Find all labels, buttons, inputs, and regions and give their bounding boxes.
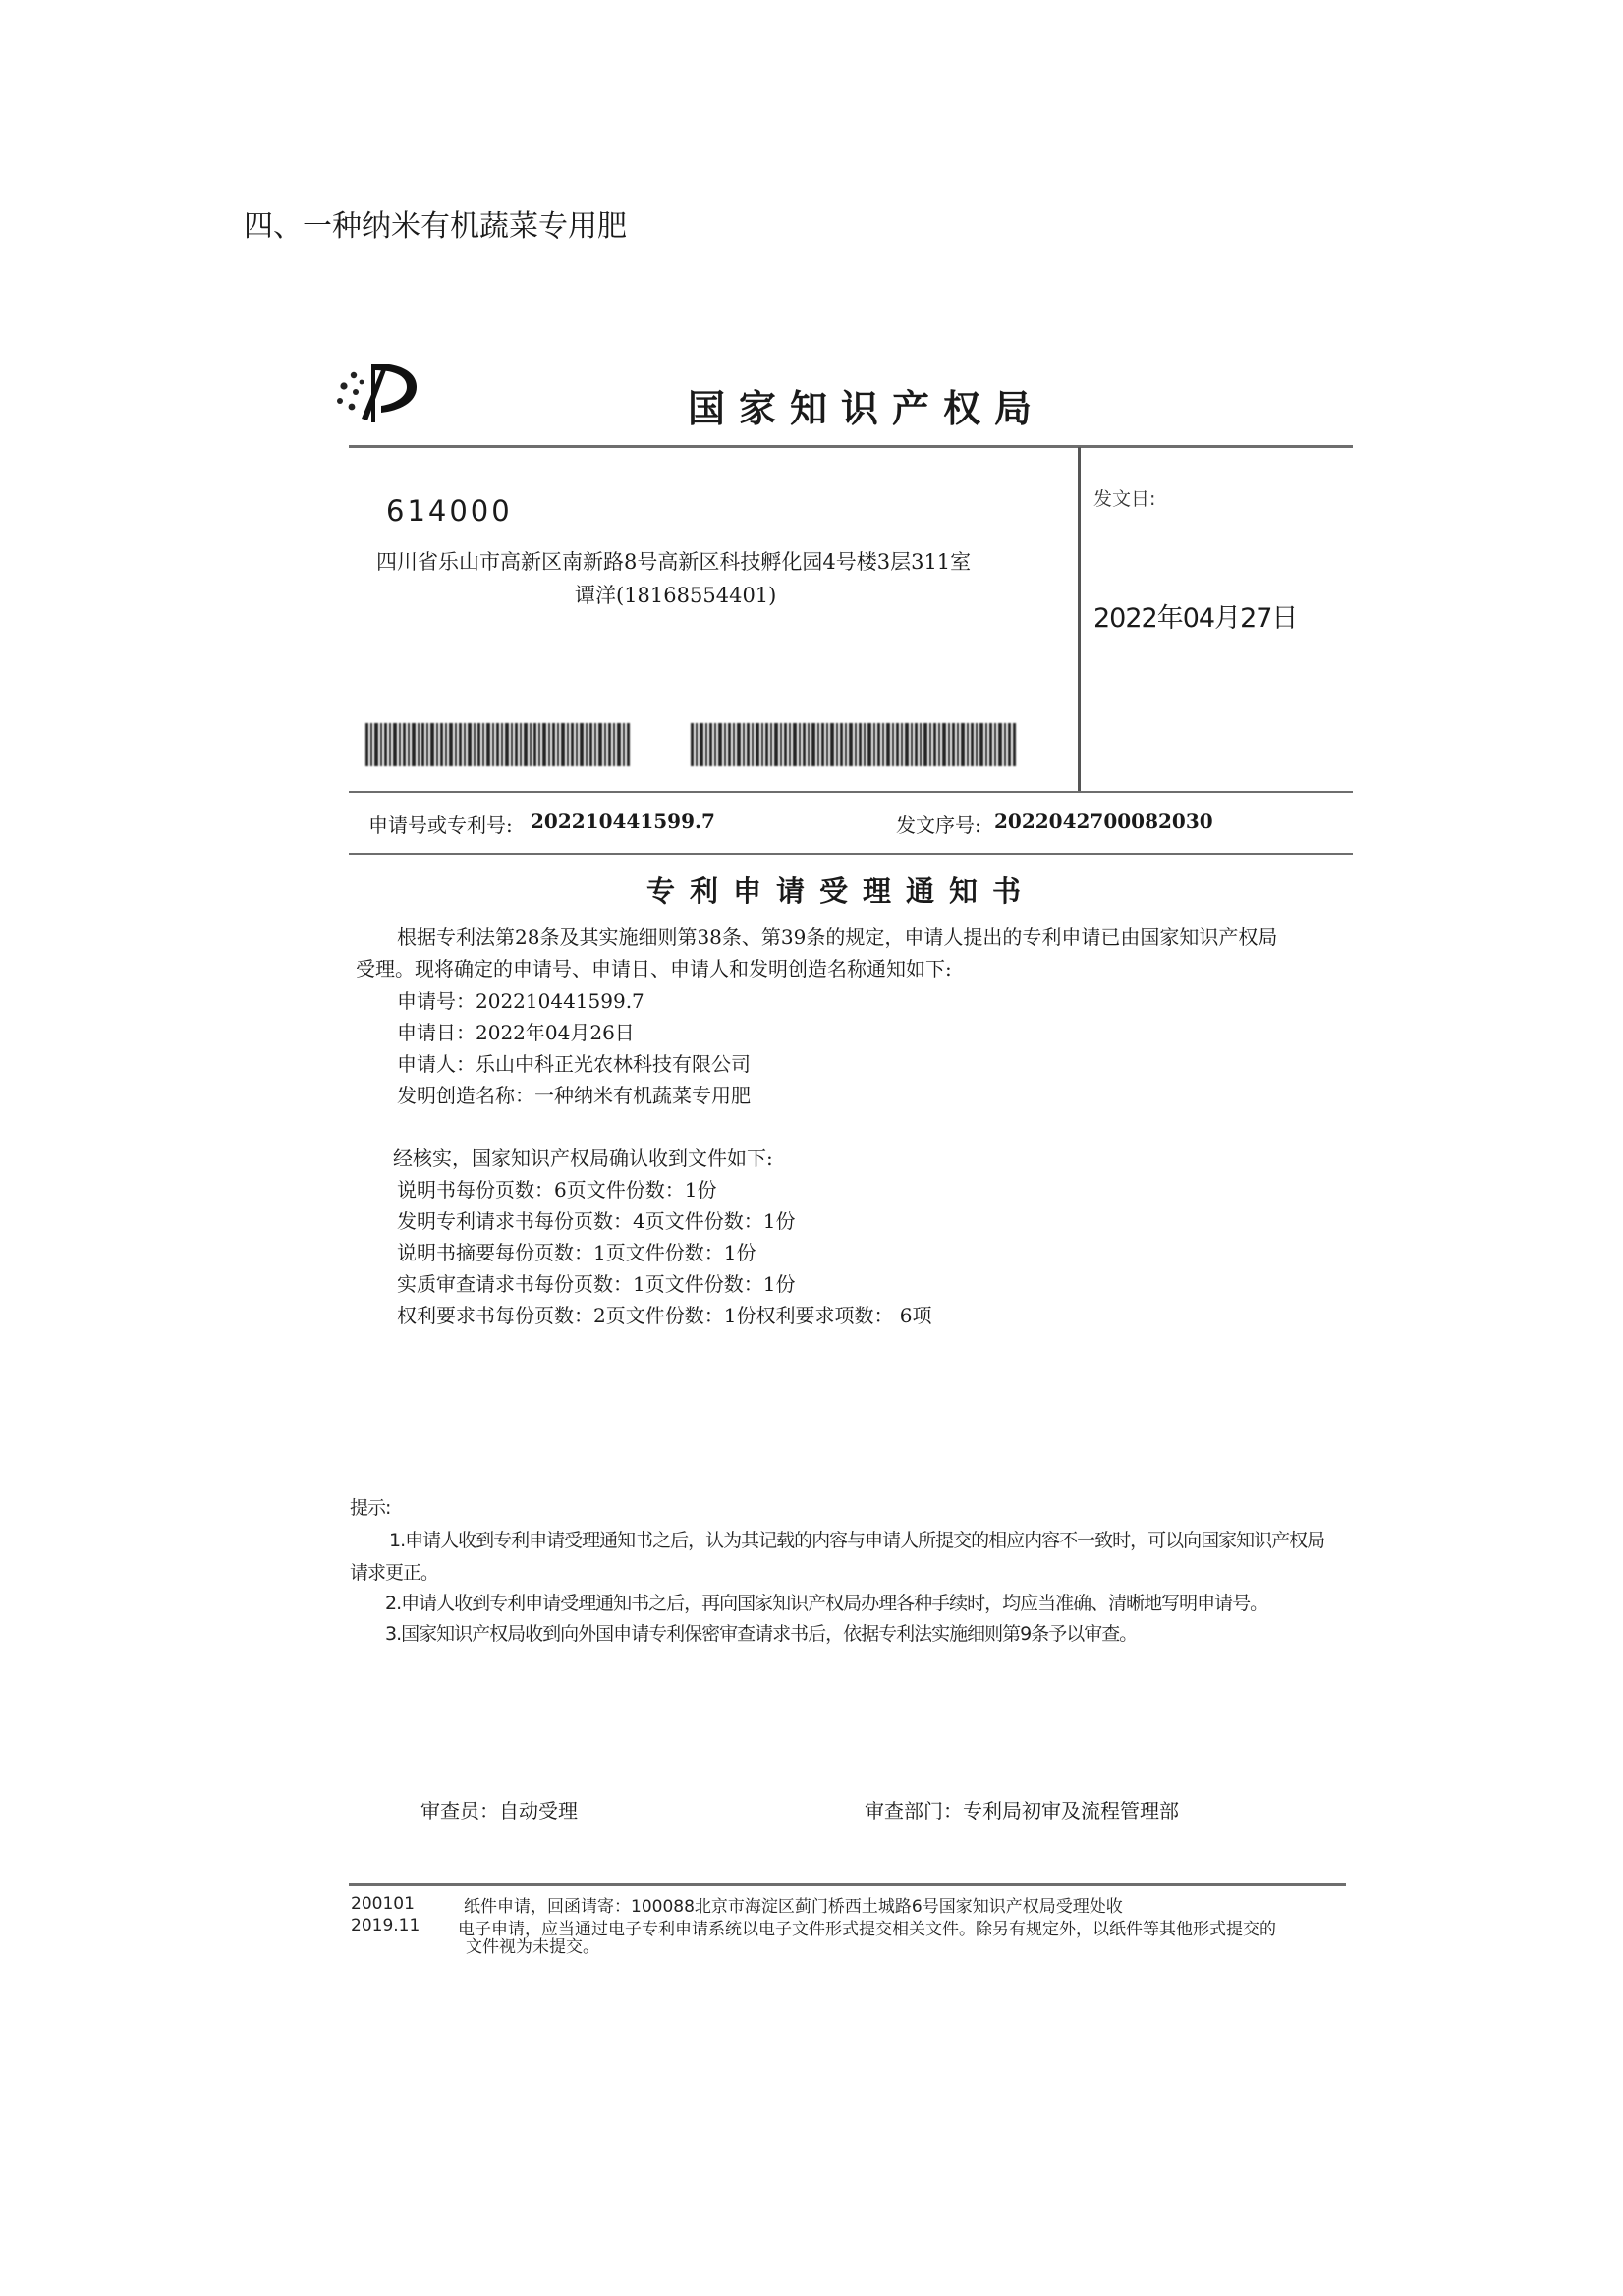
number-row-bottom-divider: [349, 853, 1353, 855]
form-code: 200101: [351, 1894, 415, 1914]
barcode-left: [365, 723, 633, 766]
document-number-label: 发文序号:: [896, 813, 981, 837]
send-date-label: 发文日:: [1093, 488, 1156, 510]
examiner: 审查员：自动受理: [420, 1799, 578, 1822]
section-heading: 四、一种纳米有机蔬菜专用肥: [244, 209, 627, 244]
document-list-item: 发明专利请求书每份页数：4页文件份数：1份: [397, 1209, 796, 1233]
examination-department: 审查部门：专利局初审及流程管理部: [865, 1799, 1179, 1822]
footer-paper-filing-note: 纸件申请，回函请寄：100088北京市海淀区蓟门桥西土城路6号国家知识产权局受理处收: [464, 1897, 1123, 1917]
document-list-item: 说明书每份页数：6页文件份数：1份: [397, 1178, 717, 1202]
field-applicant: 申请人：乐山中科正光农林科技有限公司: [397, 1052, 751, 1076]
document-list-item: 说明书摘要每份页数：1页文件份数：1份: [397, 1241, 756, 1264]
document-list-item: 实质审查请求书每份页数：1页文件份数：1份: [397, 1272, 796, 1296]
footer-electronic-filing-note-cont: 文件视为未提交。: [466, 1937, 599, 1957]
tip-item: 2.申请人收到专利申请受理通知书之后，再向国家知识产权局办理各种手续时，均应当准确、清晰地写明申请号。: [385, 1593, 1268, 1614]
footer-electronic-filing-note: 电子申请，应当通过电子专利申请系统以电子文件形式提交相关文件。除另有规定外，以纸件等其他形式提交的: [458, 1920, 1276, 1939]
notice-intro-line: 受理。现将确定的申请号、申请日、申请人和发明创造名称通知如下:: [356, 957, 952, 980]
document-number: 2022042700082030: [994, 810, 1213, 833]
notice-intro-line: 根据专利法第28条及其实施细则第38条、第39条的规定，申请人提出的专利申请已由国家知识产权局: [397, 925, 1278, 949]
form-version: 2019.11: [351, 1916, 420, 1935]
application-number-label: 申请号或专利号:: [368, 813, 513, 837]
field-application-number: 申请号：202210441599.7: [397, 989, 644, 1013]
document-list-item: 权利要求书每份页数：2页文件份数：1份权利要求项数： 6项: [397, 1304, 932, 1327]
application-number: 202210441599.7: [531, 810, 715, 833]
postcode: 614000: [386, 494, 513, 528]
barcode-right: [691, 723, 1017, 766]
verify-line: 经核实，国家知识产权局确认收到文件如下:: [393, 1147, 773, 1170]
header-divider: [349, 445, 1353, 448]
notice-title: 专利申请受理通知书: [646, 874, 1036, 908]
tips-label: 提示:: [350, 1497, 391, 1519]
recipient-address: 四川省乐山市高新区南新路8号高新区科技孵化园4号楼3层311室: [376, 550, 972, 574]
recipient-name: 谭洋(18168554401): [575, 584, 777, 607]
tip-item: 3.国家知识产权局收到向外国申请专利保密审查请求书后，依据专利法实施细则第9条予以审查。: [385, 1623, 1138, 1645]
field-invention-title: 发明创造名称：一种纳米有机蔬菜专用肥: [397, 1084, 751, 1107]
number-row-top-divider: [349, 791, 1353, 793]
send-date: 2022年04月27日: [1093, 603, 1298, 634]
office-title: 国家知识产权局: [688, 387, 1046, 430]
tip-item: 请求更正。: [350, 1562, 439, 1584]
cnipa-logo-icon: [332, 360, 426, 426]
footer-divider: [349, 1883, 1346, 1886]
tip-item: 1.申请人收到专利申请受理通知书之后，认为其记载的内容与申请人所提交的相应内容不一致时，可以向国家知识产权局: [389, 1530, 1325, 1551]
field-application-date: 申请日：2022年04月26日: [397, 1021, 635, 1044]
header-vertical-divider: [1078, 447, 1081, 791]
